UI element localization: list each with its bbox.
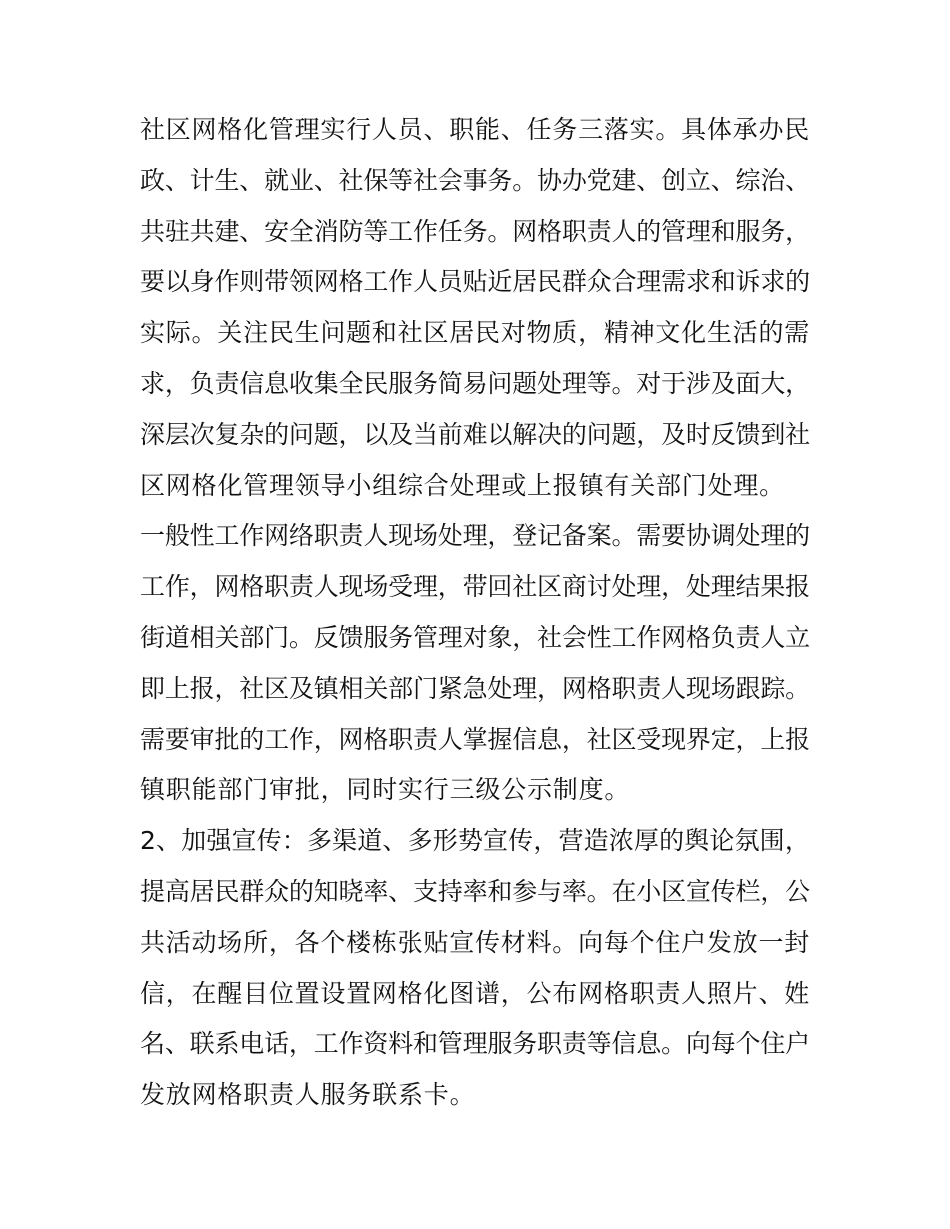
text-line: 街道相关部门。反馈服务管理对象，社会性工作网格负责人立 xyxy=(140,623,810,652)
text-line: 2、加强宣传：多渠道、多形势宣传，营造浓厚的舆论氛围， xyxy=(140,826,810,856)
text-line: 共驻共建、安全消防等工作任务。网格职责人的管理和服务， xyxy=(140,216,810,246)
text-line: 名、联系电话，工作资料和管理服务职责等信息。向每个住户 xyxy=(140,1029,810,1059)
text-line: 社区网格化管理实行人员、职能、任务三落实。具体承办民 xyxy=(140,115,810,144)
text-line: 发放网格职责人服务联系卡。 xyxy=(140,1080,476,1110)
text-line: 信，在醒目位置设置网格化图谱，公布网格职责人照片、姓 xyxy=(140,978,810,1008)
text-line: 政、计生、就业、社保等社会事务。协办党建、创立、综治、 xyxy=(140,165,810,195)
text-line: 即上报，社区及镇相关部门紧急处理，网格职责人现场跟踪。 xyxy=(140,673,810,703)
text-line: 区网格化管理领导小组综合处理或上报镇有关部门处理。 xyxy=(140,470,785,500)
text-line: 需要审批的工作，网格职责人掌握信息，社区受现界定，上报 xyxy=(140,724,810,754)
text-line: 镇职能部门审批，同时实行三级公示制度。 xyxy=(140,775,631,805)
text-line: 要以身作则带领网格工作人员贴近居民群众合理需求和诉求的 xyxy=(140,267,810,297)
text-line: 求，负责信息收集全民服务简易问题处理等。对于涉及面大， xyxy=(140,369,810,398)
text-line: 实际。关注民生问题和社区居民对物质，精神文化生活的需 xyxy=(140,318,810,348)
text-line: 一般性工作网络职责人现场处理，登记备案。需要协调处理的 xyxy=(140,521,810,551)
text-line: 工作，网格职责人现场受理，带回社区商讨处理，处理结果报 xyxy=(140,572,810,602)
text-line: 提高居民群众的知晓率、支持率和参与率。在小区宣传栏，公 xyxy=(140,877,810,906)
text-line: 共活动场所，各个楼栋张贴宣传材料。向每个住户发放一封 xyxy=(140,927,810,957)
text-line: 深层次复杂的问题，以及当前难以解决的问题，及时反馈到社 xyxy=(140,419,810,449)
